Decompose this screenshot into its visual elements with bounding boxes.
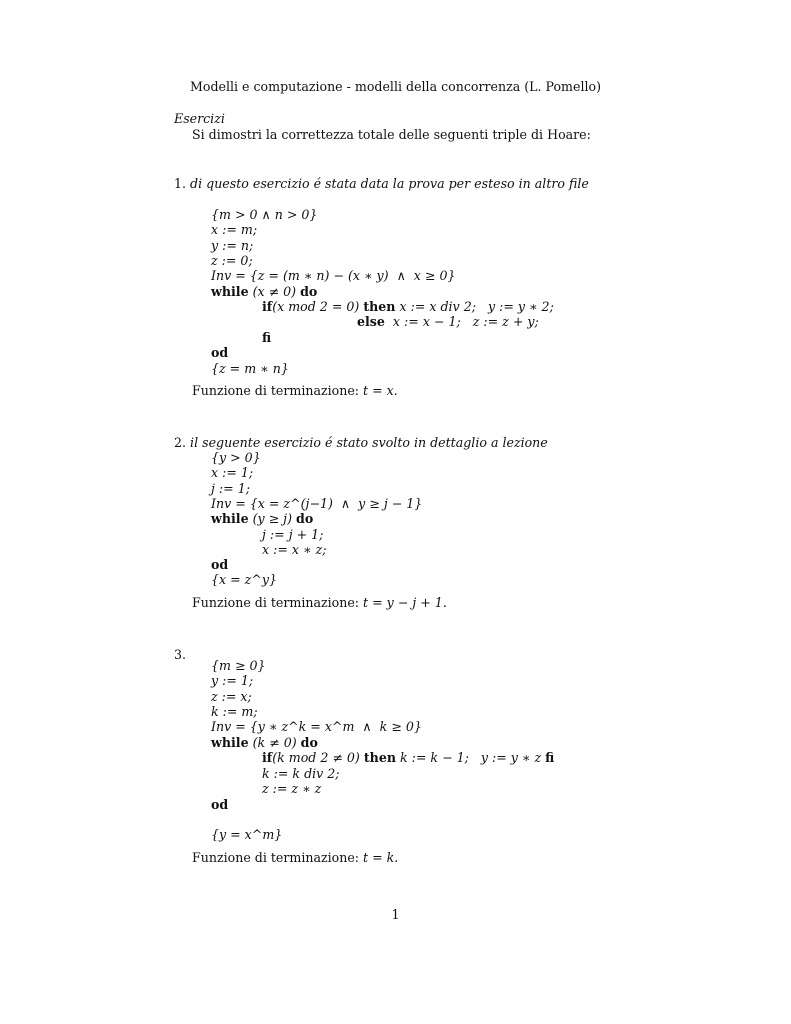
exercise-number: 1. di questo esercizio é stata data la prova per esteso in altro file [174, 176, 589, 191]
code-line: z := z ∗ z [262, 781, 322, 796]
page-number: 1 [391, 907, 400, 922]
if-line: if(k mod 2 ≠ 0) then k := k − 1; y := y ∗ z fi [262, 750, 555, 765]
termination-function: Funzione di terminazione: t = x. [192, 383, 398, 398]
code-line: x := 1; [211, 465, 254, 480]
exercise-number: 2. il seguente esercizio é stato svolto in dettaglio a lezione [174, 435, 548, 450]
section-title: Esercizi [174, 111, 225, 126]
od-keyword: od [211, 557, 229, 572]
code-line: z := 0; [211, 253, 253, 268]
code-line: j := 1; [211, 481, 250, 496]
precondition: {y > 0} [211, 450, 261, 465]
code-line: z := x; [211, 689, 252, 704]
od-keyword: od [211, 797, 229, 812]
code-line: y := 1; [211, 673, 254, 688]
termination-function: Funzione di terminazione: t = k. [192, 850, 399, 865]
code-line: k := k div 2; [262, 766, 340, 781]
if-line: if(x mod 2 = 0) then x := x div 2; y := y ∗ 2; [262, 299, 554, 314]
precondition: {m ≥ 0} [211, 658, 266, 673]
code-line: k := m; [211, 704, 258, 719]
postcondition: {z = m ∗ n} [211, 361, 289, 376]
termination-function: Funzione di terminazione: t = y − j + 1. [192, 595, 447, 610]
fi-keyword: fi [262, 330, 272, 345]
while-line: while (k ≠ 0) do [211, 735, 318, 750]
exercise-note: il seguente esercizio é stato svolto in dettaglio a lezione [190, 435, 548, 450]
while-line: while (x ≠ 0) do [211, 284, 318, 299]
postcondition: {y = x^m} [211, 827, 283, 842]
while-line: while (y ≥ j) do [211, 511, 314, 526]
invariant: Inv = {y ∗ z^k = x^m ∧ k ≥ 0} [211, 719, 422, 734]
code-line: x := x ∗ z; [262, 542, 327, 557]
od-keyword: od [211, 345, 229, 360]
else-line: else x := x − 1; z := z + y; [357, 314, 539, 329]
page-header: Modelli e computazione - modelli della concorrenza (L. Pomello) [189, 79, 602, 94]
code-line: y := n; [211, 238, 254, 253]
intro-text: Si dimostri la correttezza totale delle seguenti triple di Hoare: [192, 127, 591, 142]
invariant: Inv = {x = z^(j−1) ∧ y ≥ j − 1} [211, 496, 423, 511]
code-line: x := m; [211, 222, 258, 237]
exercise-number: 3. [174, 647, 187, 662]
precondition: {m > 0 ∧ n > 0} [211, 207, 318, 222]
code-line: j := j + 1; [262, 527, 324, 542]
exercise-note: di questo esercizio é stata data la prova per esteso in altro file [190, 176, 589, 191]
postcondition: {x = z^y} [211, 572, 277, 587]
invariant: Inv = {z = (m ∗ n) − (x ∗ y) ∧ x ≥ 0} [211, 268, 456, 283]
